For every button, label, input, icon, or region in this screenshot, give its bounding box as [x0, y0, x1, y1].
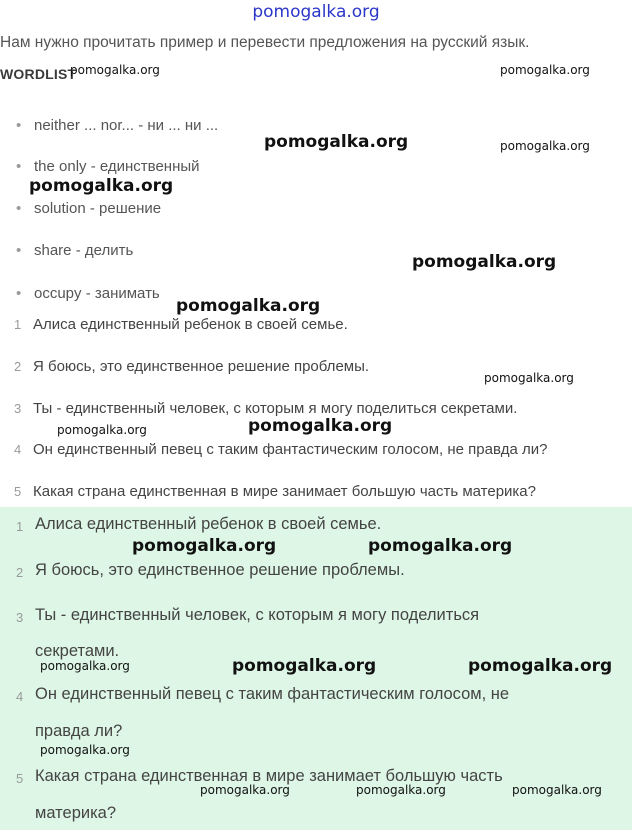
- sentence-text: Какая страна единственная в мире занимает большую часть материка?: [33, 483, 536, 500]
- watermark: pomogalka.org: [132, 536, 277, 556]
- answer-text: Какая страна единственная в мире занимает большую часть: [35, 767, 503, 785]
- watermark: pomogalka.org: [500, 139, 590, 153]
- wordlist-title: WORDLIST: [0, 66, 77, 82]
- answer-text: Алиса единственный ребенок в своей семье.: [35, 515, 382, 533]
- answer-number: 3: [16, 610, 24, 625]
- answer-number: 4: [16, 689, 24, 704]
- answer-text: Ты - единственный человек, с которым я могу поделиться: [35, 606, 480, 624]
- sentence-row: [0, 400, 517, 417]
- sentence-text: Ты - единственный человек, с которым я могу поделиться секретами.: [33, 400, 518, 417]
- wordlist-item-text: neither ... nor... - ни ... ни ...: [34, 117, 219, 134]
- sentence-row: [0, 483, 536, 500]
- sentence-row: [0, 316, 348, 333]
- watermark: pomogalka.org: [368, 536, 513, 556]
- answer-number: 5: [16, 771, 24, 786]
- sentence-row: [0, 441, 548, 458]
- wordlist-item: [0, 117, 218, 134]
- bullet-icon: •: [16, 242, 22, 259]
- answer-text: Он единственный певец с таким фантастическим голосом, не: [35, 685, 510, 703]
- answer-text: Я боюсь, это единственное решение проблемы.: [35, 561, 405, 579]
- bullet-icon: •: [16, 117, 22, 134]
- watermark: pomogalka.org: [232, 656, 377, 676]
- watermark: pomogalka.org: [40, 659, 130, 673]
- intro-text: Нам нужно прочитать пример и перевести предложения на русский язык.: [0, 34, 530, 51]
- watermark: pomogalka.org: [500, 63, 590, 77]
- watermark: pomogalka.org: [40, 743, 130, 757]
- watermark: pomogalka.org: [200, 783, 290, 797]
- sentence-number: 5: [14, 484, 22, 499]
- sentence-text: Алиса единственный ребенок в своей семье.: [33, 316, 348, 333]
- watermark: pomogalka.org: [248, 416, 393, 436]
- answer-number: 2: [16, 565, 24, 580]
- bullet-icon: •: [16, 200, 22, 217]
- wordlist-item: [0, 200, 161, 217]
- answer-text-continued: секретами.: [35, 642, 120, 660]
- wordlist-item: [0, 242, 133, 259]
- bullet-icon: •: [16, 285, 22, 302]
- answer-text-continued: материка?: [35, 804, 117, 822]
- watermark: pomogalka.org: [57, 423, 147, 437]
- wordlist-item: [0, 285, 160, 302]
- sentence-number: 1: [14, 317, 22, 332]
- watermark: pomogalka.org: [412, 252, 557, 272]
- watermark: pomogalka.org: [29, 176, 174, 196]
- watermark: pomogalka.org: [468, 656, 613, 676]
- watermark: pomogalka.org: [512, 783, 602, 797]
- sentence-number: 3: [14, 401, 22, 416]
- sentence-number: 4: [14, 442, 22, 457]
- sentence-text: Я боюсь, это единственное решение проблемы.: [33, 358, 370, 375]
- watermark: pomogalka.org: [484, 371, 574, 385]
- bullet-icon: •: [16, 158, 22, 175]
- sentence-number: 2: [14, 359, 22, 374]
- site-header-link[interactable]: pomogalka.org: [252, 2, 380, 22]
- watermark: pomogalka.org: [176, 296, 321, 316]
- wordlist-item-text: solution - решение: [34, 200, 162, 217]
- answer-text-continued: правда ли?: [35, 722, 123, 740]
- sentence-text: Он единственный певец с таким фантастическим голосом, не правда ли?: [33, 441, 548, 458]
- watermark: pomogalka.org: [70, 63, 160, 77]
- wordlist-item-text: the only - единственный: [34, 158, 200, 175]
- answer-number: 1: [16, 519, 24, 534]
- wordlist-item: [0, 158, 200, 175]
- sentence-row: [0, 358, 369, 375]
- wordlist-item-text: share - делить: [34, 242, 134, 259]
- wordlist-item-text: occupy - занимать: [34, 285, 160, 302]
- watermark: pomogalka.org: [264, 132, 409, 152]
- watermark: pomogalka.org: [356, 783, 446, 797]
